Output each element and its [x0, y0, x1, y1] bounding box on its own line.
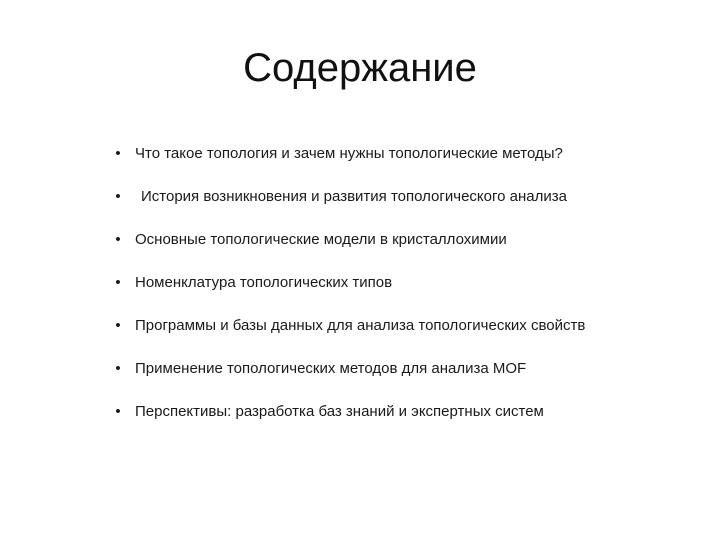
list-item — [113, 272, 693, 315]
list-item-text: Основные топологические модели в кристаллохимии — [135, 231, 507, 248]
bullet-icon: • — [115, 317, 121, 334]
list-item — [113, 143, 693, 186]
list-item-text: Программы и базы данных для анализа топологических свойств — [135, 317, 586, 334]
bullet-icon: • — [115, 188, 121, 205]
list-item — [113, 229, 693, 272]
bullet-icon: • — [115, 145, 121, 162]
list-item — [113, 186, 693, 229]
list-item-text: Перспективы: разработка баз знаний и экспертных систем — [135, 403, 544, 420]
list-item — [113, 358, 693, 401]
list-item — [113, 315, 693, 358]
bullet-icon: • — [115, 274, 121, 291]
bullet-icon: • — [115, 231, 121, 248]
slide-title: Содержание — [243, 46, 477, 90]
bullet-icon: • — [115, 403, 121, 420]
list-item-text: Что такое топология и зачем нужны топологические методы? — [135, 145, 563, 162]
list-item-text: Номенклатура топологических типов — [135, 274, 393, 291]
list-item-text: История возникновения и развития топологического анализа — [141, 188, 567, 205]
bullet-icon: • — [115, 360, 121, 377]
bullet-list — [113, 143, 693, 444]
list-item-text: Применение топологических методов для анализа MOF — [135, 360, 527, 377]
list-item — [113, 401, 693, 444]
